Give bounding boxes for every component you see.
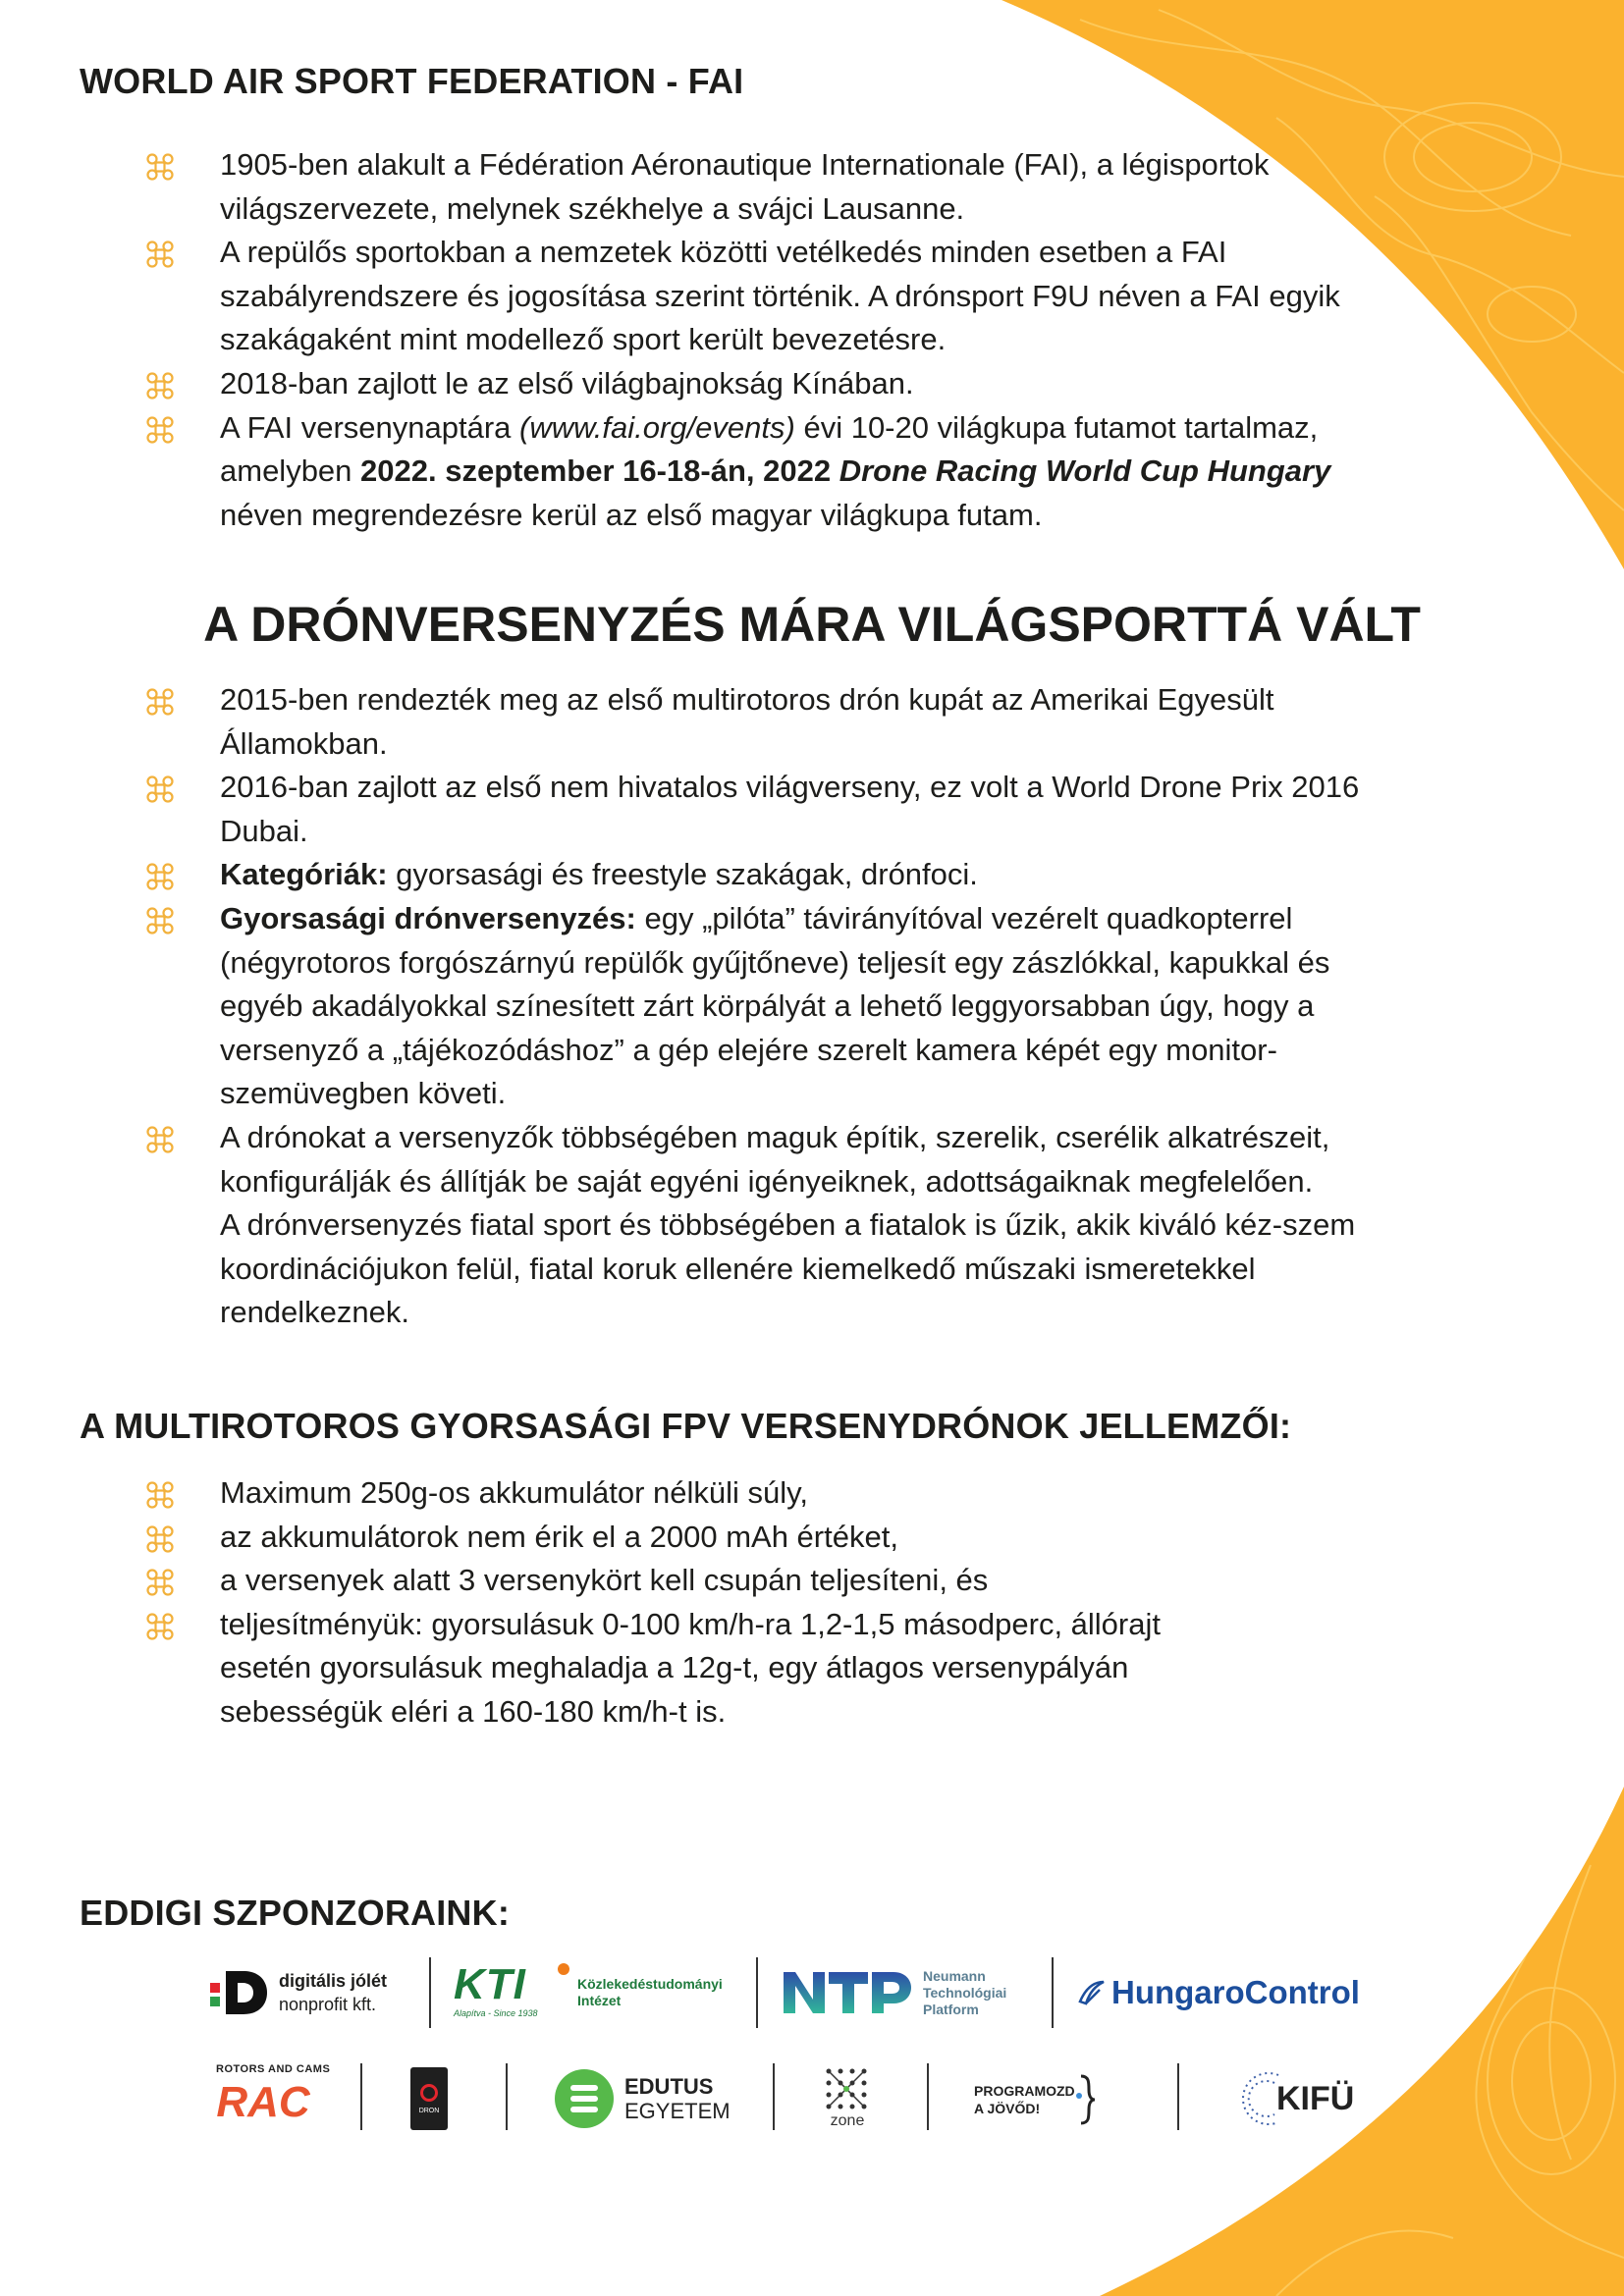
programozd-line2: A JÖVŐD! <box>974 2101 1041 2116</box>
drone-quadcopter-icon <box>145 415 175 445</box>
ntp-name-line1: Neumann <box>923 1967 986 1984</box>
list-item <box>0 1116 1398 1335</box>
programozd-line1: PROGRAMOZD <box>974 2083 1075 2099</box>
list-item-text: Maximum 250g-os akkumulátor nélküli súly, <box>220 1475 808 1510</box>
kifu-name: KIFÜ <box>1276 2079 1355 2117</box>
ntp-name-line2: Technológiai <box>923 1984 1007 2001</box>
fai-list <box>0 143 1398 537</box>
list-item-text: 2016-ban zajlott az első nem hivatalos világverseny, ez volt a World Drone Prix 2016 Dubai. <box>220 770 1360 848</box>
sponsor-divider <box>360 2063 362 2130</box>
list-item-text: A drónokat a versenyzők többségében maguk építik, szerelik, cserélik alkatrészeit, konfigurálják és állítják be saját egyéni igényeiknek, adottságaiknak megfelelően. <box>220 1119 1330 1199</box>
list-item-label: Kategóriák: <box>220 857 388 892</box>
drone-quadcopter-icon <box>145 1524 175 1554</box>
edutus-name-line1: EDUTUS <box>624 2074 714 2099</box>
event-name: Drone Racing World Cup Hungary <box>839 454 1331 489</box>
ntp-mark <box>782 1966 913 2019</box>
hungarocontrol-mark <box>1076 1978 1108 2007</box>
drone-badge-logo-icon <box>410 2065 448 2132</box>
rac-mark <box>216 2075 310 2126</box>
drone-quadcopter-icon <box>145 1612 175 1641</box>
ntp-name-line3: Platform <box>923 2001 979 2017</box>
digitalis-jolet-logo-icon <box>208 1963 387 2022</box>
kti-dot <box>558 1963 569 1975</box>
list-item <box>0 766 1398 853</box>
world-list <box>0 678 1398 1335</box>
drone-quadcopter-icon <box>145 774 175 804</box>
drone-quadcopter-icon <box>145 1480 175 1510</box>
hungarocontrol-name: HungaroControl <box>1111 1974 1360 2010</box>
zone-logo-icon <box>823 2065 872 2134</box>
list-item <box>0 897 1398 1116</box>
kti-name-line2: Intézet <box>577 1993 622 2008</box>
list-item-text: 2018-ban zajlott le az első világbajnokság Kínában. <box>220 365 914 400</box>
sponsor-divider <box>429 1957 431 2028</box>
drone-quadcopter-icon <box>145 862 175 891</box>
edutus-name-line2: EGYETEM <box>624 2099 731 2123</box>
list-item <box>0 678 1398 766</box>
rac-topline: ROTORS AND CAMS <box>216 2063 331 2075</box>
kti-tagline: Alapítva - Since 1938 <box>454 2008 538 2018</box>
drone-quadcopter-icon <box>145 1568 175 1597</box>
ntp-logo-icon <box>782 1961 1006 2024</box>
kti-name-line1: Közlekedéstudományi <box>577 1976 723 1992</box>
specs-heading: A MULTIROTOROS GYORSASÁGI FPV VERSENYDRÓNOK JELLEMZŐI: <box>80 1406 1292 1446</box>
sponsors-heading: EDDIGI SZPONZORAINK: <box>80 1893 511 1933</box>
badge-target <box>420 2084 438 2102</box>
sponsor-row-2 <box>0 2059 1624 2138</box>
list-item-text: 1905-ben alakult a Fédération Aéronautique Internationale (FAI), a légisportok világszervezete, melynek székhelye a svájci Lausanne. <box>220 147 1270 226</box>
drone-quadcopter-icon <box>145 240 175 269</box>
kti-logo-icon <box>454 1961 723 2024</box>
list-item-text: gyorsasági és freestyle szakágak, drónfoci. <box>387 857 978 892</box>
list-item-text: 2015-ben rendezték meg az első multirotoros drón kupát az Amerikai Egyesült Államokban. <box>220 682 1274 761</box>
kifu-logo-icon <box>1239 2067 1354 2130</box>
list-item-text: teljesítményük: gyorsulásuk 0-100 km/h-ra 1,2-1,5 másodperc, állórajt esetén gyorsulásuk meghaladja a 12g-t, egy átlagos versenypályán sebességük eléri a 160-180 km/h-t is. <box>220 1606 1161 1729</box>
drone-quadcopter-icon <box>145 371 175 400</box>
list-item <box>0 362 1398 406</box>
sponsor-divider <box>1052 1957 1054 2028</box>
drone-quadcopter-icon <box>145 687 175 717</box>
rac-mark-text: RAC <box>216 2078 310 2126</box>
specs-list <box>0 1471 1398 1735</box>
drone-quadcopter-icon <box>145 152 175 182</box>
kti-mark: KTI <box>454 1960 526 2008</box>
event-date: 2022. szeptember 16-18-án, 2022 <box>360 454 839 489</box>
list-item-text: A repülős sportokban a nemzetek közötti vetélkedés minden esetben a FAI szabályrendszere és jogosítása szerint történik. A drónsport F9U néven a FAI egyik szakágaként mint modellező sport került bevezetésre. <box>220 235 1340 357</box>
digitalis-jolet-subname: nonprofit kft. <box>279 1995 377 2014</box>
edutus-mark <box>554 2068 615 2129</box>
digitalis-jolet-mark <box>208 1965 271 2020</box>
list-item <box>0 231 1398 362</box>
programozd-a-jovod-logo-icon <box>974 2073 1099 2126</box>
list-item-paragraph: A drónversenyzés fiatal sport és többségében a fiatalok is űzik, akik kiváló kéz-szem koordinációjukon felül, fiatal koruk ellenére kiemelkedő műszaki ismeretekkel rendelkeznek. <box>220 1207 1356 1330</box>
fai-heading: WORLD AIR SPORT FEDERATION - FAI <box>80 61 744 101</box>
sponsor-divider <box>1177 2063 1179 2130</box>
digitalis-jolet-name: digitális jólét <box>279 1971 388 1991</box>
drone-quadcopter-icon <box>145 906 175 935</box>
sponsor-divider <box>773 2063 775 2130</box>
list-item <box>0 1516 1398 1560</box>
list-item <box>0 406 1398 538</box>
list-item-text: egy „pilóta” távirányítóval vezérelt quadkopterrel (négyrotoros forgószárnyú repülők gyűjtőneve) teljesít egy zászlókkal, kapukkal és egyéb akadályokkal színesített zárt körpályát a lehető leggyorsabban úgy, hogy a versenyző a „tájékozódáshoz” a gép elejére szerelt kamera képét egy monitor-szemüvegben követi. <box>220 900 1330 1111</box>
list-item <box>0 1559 1398 1603</box>
list-item-label: Gyorsasági drónversenyzés: <box>220 900 636 935</box>
badge-text: DRON <box>418 2107 440 2114</box>
drone-quadcopter-icon <box>145 1125 175 1154</box>
rotors-and-cams-logo-icon <box>216 2063 330 2134</box>
list-item <box>0 1471 1398 1516</box>
fai-events-url: (www.fai.org/events) <box>519 409 795 445</box>
hungarocontrol-logo-icon <box>1076 1971 1360 2014</box>
sponsor-divider <box>506 2063 508 2130</box>
brace-icon <box>1075 2072 1099 2127</box>
list-item-text: néven megrendezésre kerül az első magyar világkupa futam. <box>220 497 1043 532</box>
sponsor-row-1 <box>0 1953 1624 2032</box>
list-item-text: az akkumulátorok nem érik el a 2000 mAh értéket, <box>220 1519 898 1554</box>
zone-name: zone <box>830 2112 865 2129</box>
world-sport-heading: A DRÓNVERSENYZÉS MÁRA VILÁGSPORTTÁ VÁLT <box>203 597 1421 652</box>
edutus-logo-icon <box>554 2069 731 2128</box>
zone-mark <box>823 2065 872 2114</box>
list-item <box>0 143 1398 231</box>
list-item <box>0 1603 1251 1735</box>
sponsor-divider <box>927 2063 929 2130</box>
list-item-text: a versenyek alatt 3 versenykört kell csupán teljesíteni, és <box>220 1563 989 1598</box>
list-item-text: évi 10-20 világkupa futamot tartalmaz, amelyben <box>220 409 1319 489</box>
list-item <box>0 853 1398 897</box>
sponsor-divider <box>756 1957 758 2028</box>
list-item-text: A FAI versenynaptára <box>220 409 520 445</box>
